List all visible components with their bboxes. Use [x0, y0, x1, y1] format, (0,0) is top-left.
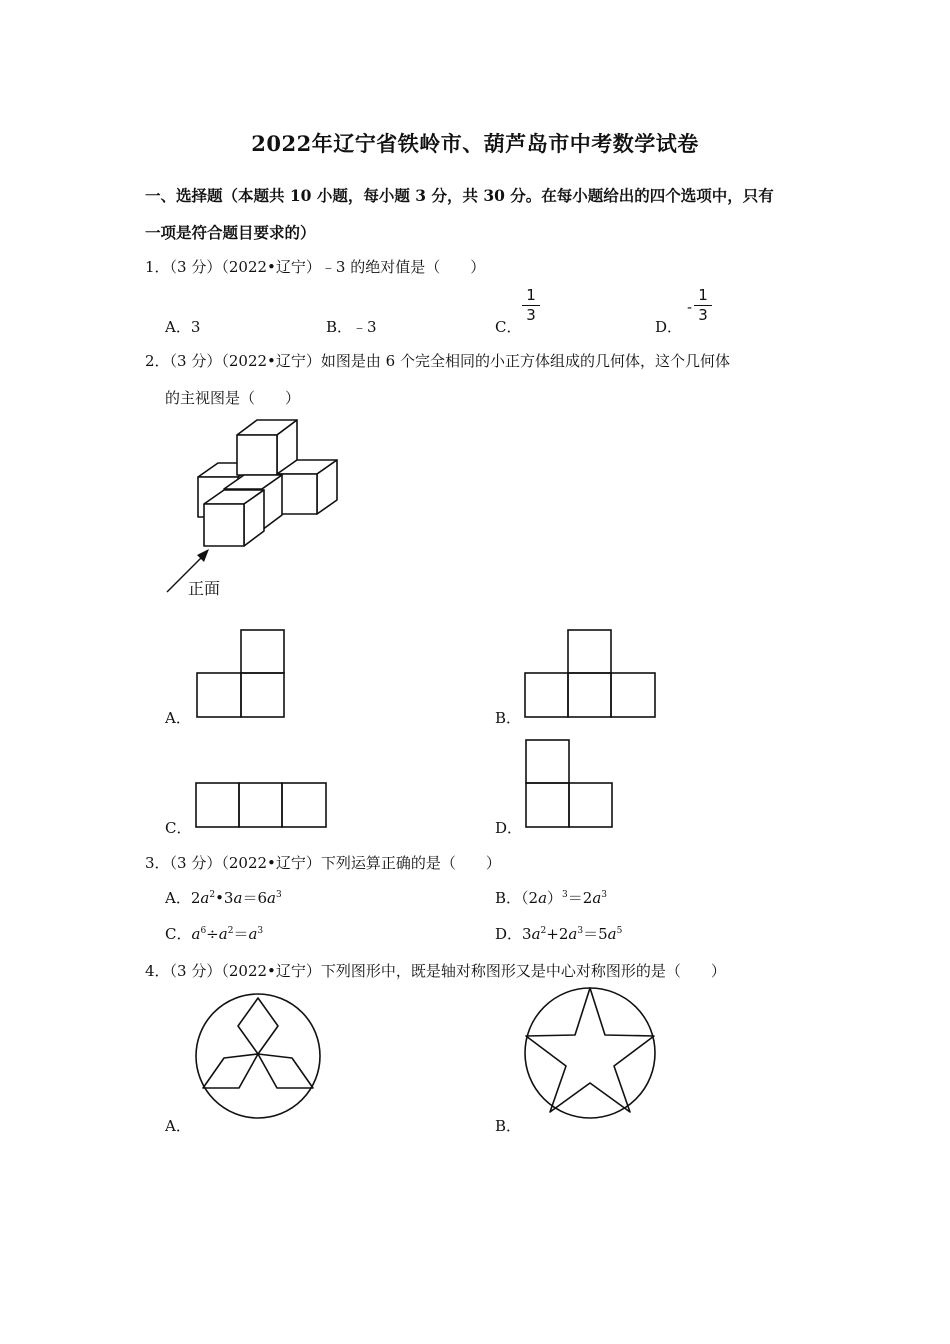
variable: a	[607, 925, 617, 943]
question-2-stem-line2: 的主视图是（ ）	[165, 389, 301, 407]
variable: a	[248, 925, 258, 943]
q2-option-b-label[interactable]: B．	[495, 709, 522, 727]
fraction-denominator: 3	[526, 306, 536, 324]
variable: a	[531, 925, 541, 943]
variable: a	[191, 925, 201, 943]
option-text: ﹣3	[352, 318, 377, 336]
section-heading-line1: 一、选择题（本题共 10 小题，每小题 3 分，共 30 分。在每小题给出的四个选项中，只有	[145, 186, 774, 205]
question-3-stem: 3．（3 分）（2022•辽宁）下列运算正确的是（ ）	[145, 854, 501, 872]
term: ＝5	[583, 925, 608, 943]
option-label: D．	[495, 925, 523, 943]
term: ＝6	[242, 889, 267, 907]
variable: a	[200, 889, 210, 907]
term: （2	[521, 889, 539, 907]
question-1-stem: 1．（3 分）（2022•辽宁）﹣3 的绝对值是（ ）	[145, 258, 486, 276]
option-label: D．	[655, 318, 683, 336]
question-4-stem: 4．（3 分）（2022•辽宁）下列图形中，既是轴对称图形又是中心对称图形的是（ ）	[145, 962, 726, 980]
variable: a	[266, 889, 276, 907]
option-text: 3	[190, 318, 201, 336]
exponent: 2	[540, 926, 547, 936]
exponent: 2	[227, 926, 234, 936]
exponent: 5	[616, 926, 623, 936]
exponent: 3	[601, 890, 608, 900]
variable: a	[592, 889, 602, 907]
option-label: A．	[165, 318, 191, 336]
section-heading-line2: 一项是符合题目要求的）	[145, 223, 316, 242]
variable: a	[568, 925, 578, 943]
exponent: 2	[209, 890, 216, 900]
question-2-stem-line1: 2．（3 分）（2022•辽宁）如图是由 6 个完全相同的小正方体组成的几何体，这个几何体	[145, 352, 730, 370]
variable: a	[233, 889, 243, 907]
variable: a	[538, 889, 548, 907]
exponent: 3	[577, 926, 584, 936]
fraction-denominator: 3	[698, 306, 708, 324]
option-label: A．	[165, 889, 191, 907]
term: 3	[522, 925, 532, 943]
term: ＝	[233, 925, 249, 943]
term: •3	[215, 889, 234, 907]
exponent: 3	[275, 890, 282, 900]
exponent: 3	[257, 926, 264, 936]
fraction-numerator: 1	[526, 286, 536, 304]
q2-option-c-label[interactable]: C．	[165, 819, 192, 837]
fraction-numerator: 1	[698, 286, 708, 304]
front-view-label: 正面	[188, 579, 221, 598]
page-title: 2022年辽宁省铁岭市、葫芦岛市中考数学试卷	[251, 131, 699, 156]
q1-d-sign: -	[687, 300, 693, 316]
q2-option-d-label[interactable]: D．	[495, 819, 523, 837]
q2-option-a-label[interactable]: A．	[165, 709, 191, 727]
exponent: 6	[200, 926, 207, 936]
q4-option-a-label[interactable]: A．	[165, 1117, 191, 1135]
option-label: C．	[495, 318, 522, 336]
term: 2	[190, 889, 201, 907]
q4-option-b-label[interactable]: B．	[495, 1117, 522, 1135]
variable: a	[218, 925, 228, 943]
option-label: B．	[495, 889, 522, 907]
option-label: B．	[326, 318, 353, 336]
term: +2	[546, 925, 569, 943]
exponent: 3	[562, 890, 568, 900]
term: ÷	[206, 925, 219, 943]
term: ）	[547, 889, 563, 907]
term: ＝2	[567, 889, 593, 907]
option-label: C．	[165, 925, 192, 943]
